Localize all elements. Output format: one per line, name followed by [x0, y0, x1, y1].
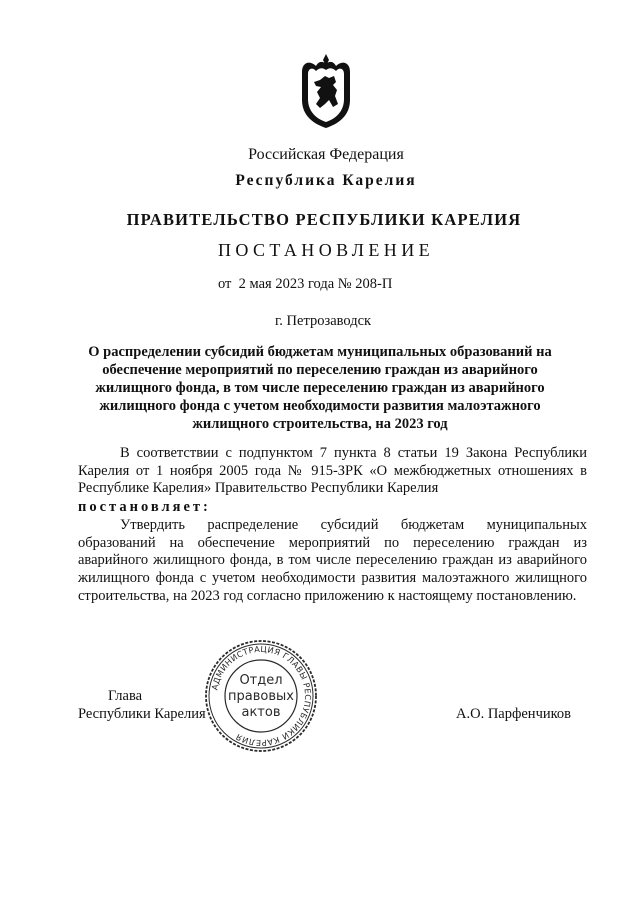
stamp-line-2: правовых: [228, 689, 294, 704]
date-and-number: от 2 мая 2023 года № 208-П: [218, 276, 393, 292]
decree-word-colon: :: [203, 499, 208, 515]
stamp-line-1: Отдел: [239, 673, 283, 688]
decree-word-text: постановляет: [78, 499, 204, 515]
signatory-title: Глава: [108, 688, 143, 704]
document-type: ПОСТАНОВЛЕНИЕ: [217, 240, 435, 260]
decision-paragraph: Утвердить распределение субсидий бюджетам муниципальных образований на обеспечение мероприятий по переселению граждан из аварийного жилищного фонда, в том числе переселению граждан из аварийного жилищного фонда с учетом необходимости развития малоэтажного жилищного строительства, на 2023 год согласно приложению к настоящему постановлению.: [78, 517, 587, 604]
government-name: ПРАВИТЕЛЬСТВО РЕСПУБЛИКИ КАРЕЛИЯ: [126, 210, 522, 229]
stamp-line-3: актов: [241, 705, 281, 720]
decree-word: [78, 499, 208, 516]
coat-of-arms-icon: [298, 52, 354, 130]
signatory-name: А.О. Парфенчиков: [456, 706, 572, 722]
official-stamp: [203, 638, 319, 754]
stamp-ring-text: АДМИНИСТРАЦИЯ ГЛАВЫ РЕСПУБЛИКИ КАРЕЛИЯ: [209, 643, 314, 749]
city: г. Петрозаводск: [275, 313, 372, 329]
republic-name: Республика Карелия: [235, 172, 417, 189]
country-name: Российская Федерация: [248, 146, 404, 163]
signatory-organization: Республики Карелия: [78, 706, 206, 722]
legal-basis-paragraph: В соответствии с подпунктом 7 пункта 8 статьи 19 Закона Республики Карелия от 1 ноября 2005 года № 915-ЗРК «О межбюджетных отношениях в Республике Карелия» Правительство Республики Карелия: [78, 445, 587, 497]
document-subject: О распределении субсидий бюджетам муниципальных образований на обеспечение мероприятий по переселению граждан из аварийного жилищного фонда, в том числе переселению граждан из аварийного жилищного фонда с учетом необходимости развития малоэтажного жилищного строительства, на 2023 год: [88, 344, 552, 432]
